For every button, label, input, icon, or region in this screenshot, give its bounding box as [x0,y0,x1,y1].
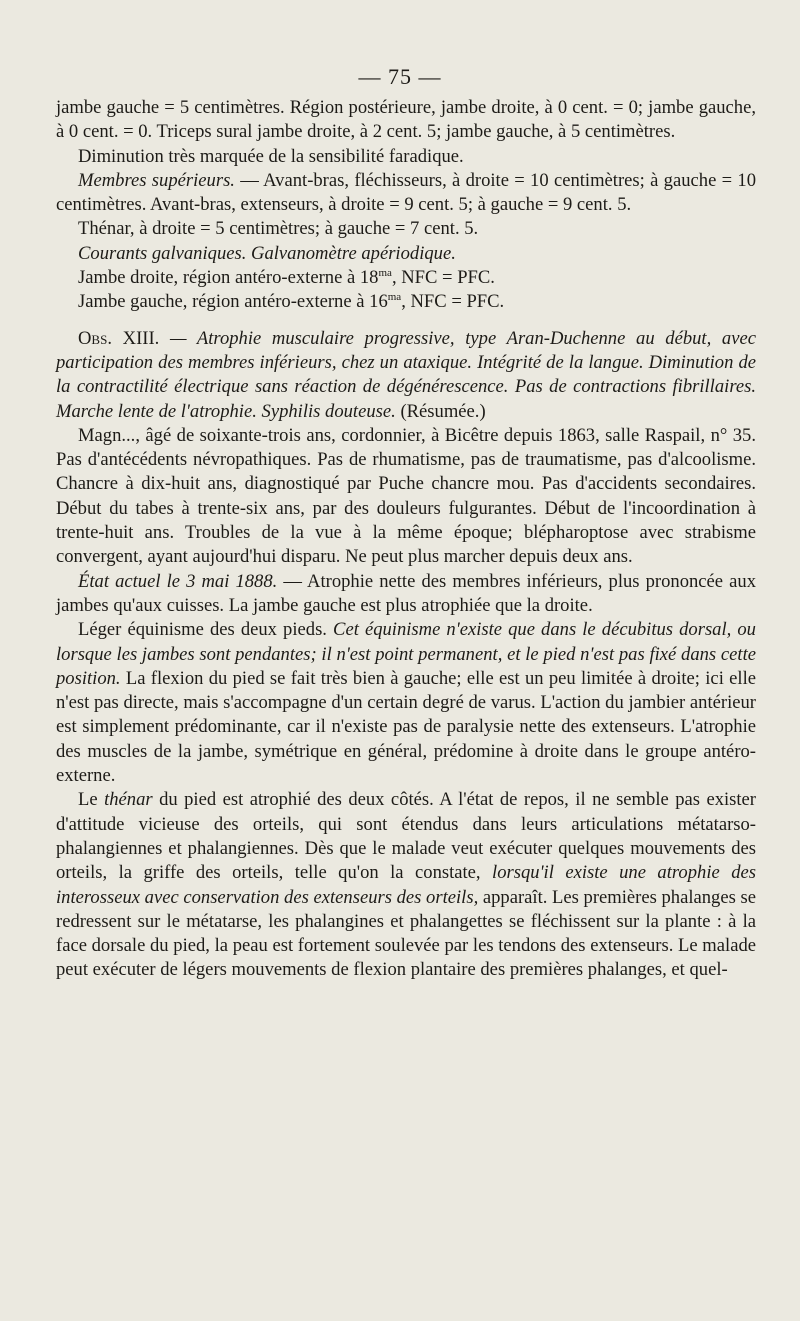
section-label: État actuel le 3 mai 1888. [78,570,278,592]
paragraph: Magn..., âgé de soixante-trois ans, cordonnier, à Bicêtre depuis 1863, salle Raspail, n° 35. Pas d'antécédents névropathiques. Pas de rhumatisme, pas de traumatisme, pas d'alcoolisme. Chancre à dix-huit ans, diagnostiqué par Puche chancre mou. Pas d'accidents secondaires. Début du tabes à trente-six ans, par des douleurs fulgurantes. Début de l'incoordination à trente-huit ans. Troubles de la vue à la même époque; blépharoptose avec strabisme convergent, ayant aujourd'hui disparu. Ne peut plus marcher depuis deux ans. [56,424,756,568]
paragraph: État actuel le 3 mai 1888. — Atrophie nette des membres inférieurs, plus prononcée aux jambes qu'aux cuisses. La jambe gauche est plus atrophiée que la droite. [56,570,756,616]
paragraph: Thénar, à droite = 5 centimètres; à gauche = 7 cent. 5. [78,218,479,240]
observation-label: Obs. XIII. [78,327,160,349]
observation-heading: Obs. XIII. — Atrophie musculaire progressive, type Aran-Duchenne au début, avec participation des membres inférieurs, chez un ataxique. Intégrité de la langue. Diminution de la contractilité électrique sans réaction de dégénérescence. Pas de contractions fibrillaires. Marche lente de l'atrophie. Syphilis douteuse. (Résumée.) [56,327,756,422]
paragraph: jambe gauche = 5 centimètres. Région postérieure, jambe droite, à 0 cent. = 0; jambe gauche, à 0 cent. = 0. Triceps sural jambe droite, à 2 cent. 5; jambe gauche, à 5 centimètres. [56,97,756,143]
paragraph: Le thénar du pied est atrophié des deux côtés. A l'état de repos, il ne semble pas exister d'attitude vicieuse des orteils, qui sont étendus dans leurs articulations métatarso-phalangiennes et phalangiennes. Dès que le malade veut exécuter quelques mouvements des orteils, la griffe des orteils, telle qu'on la constate, lorsqu'il existe une atrophie des interosseux avec conservation des extenseurs des orteils, apparaît. Les premières phalanges se redressent sur le métatarse, les phalangines et phalangettes se fléchissent sur la plante : à la face dorsale du pied, la peau est fortement soulevée par les tendons des extenseurs. Le malade peut exécuter de légers mouvements de flexion plantaire des premières phalanges, et quel- [56,789,757,981]
page-body [56,96,756,983]
paragraph: Courants galvaniques. Galvanomètre apériodique. [78,242,456,264]
paragraph: Diminution très marquée de la sensibilité faradique. [78,145,464,167]
paragraph: Jambe gauche, région antéro-externe à $16^{ma}$, NFC = PFC. [78,291,505,313]
page-number: — 75 — [358,64,442,89]
paragraph: Léger équinisme des deux pieds. Cet équinisme n'existe que dans le décubitus dorsal, ou lorsque les jambes sont pendantes; il n'est point permanent, et le pied n'est pas fixé dans cette position. La flexion du pied se fait très bien à gauche; elle est un peu limitée à droite; ici elle n'est pas directe, mais s'accompagne d'un certain degré de varus. L'action du jambier antérieur est simplement prédominante, car il n'existe pas de paralysie nette des extenseurs. L'atrophie des muscles de la jambe, symétrique en général, prédomine à droite dans le groupe antéro-externe. [56,619,756,787]
paragraph: Jambe droite, région antéro-externe à $18^{ma}$, NFC = PFC. [78,266,495,289]
observation-title: — Atrophie musculaire progressive, type Aran-Duchenne au début, avec participation des membres inférieurs, chez un ataxique. Intégrité de la langue. Diminution de la contractilité électrique sans réaction de dégénérescence. Pas de contractions fibrillaires. Marche lente de l'atrophie. Syphilis douteuse. [56,327,756,422]
section-label: Membres supérieurs. [78,169,235,191]
paragraph: Membres supérieurs. — Avant-bras, fléchisseurs, à droite = 10 centimètres; à gauche = 10 centimètres. Avant-bras, extenseurs, à droite = 9 cent. 5; à gauche = 9 cent. 5. [56,169,756,216]
